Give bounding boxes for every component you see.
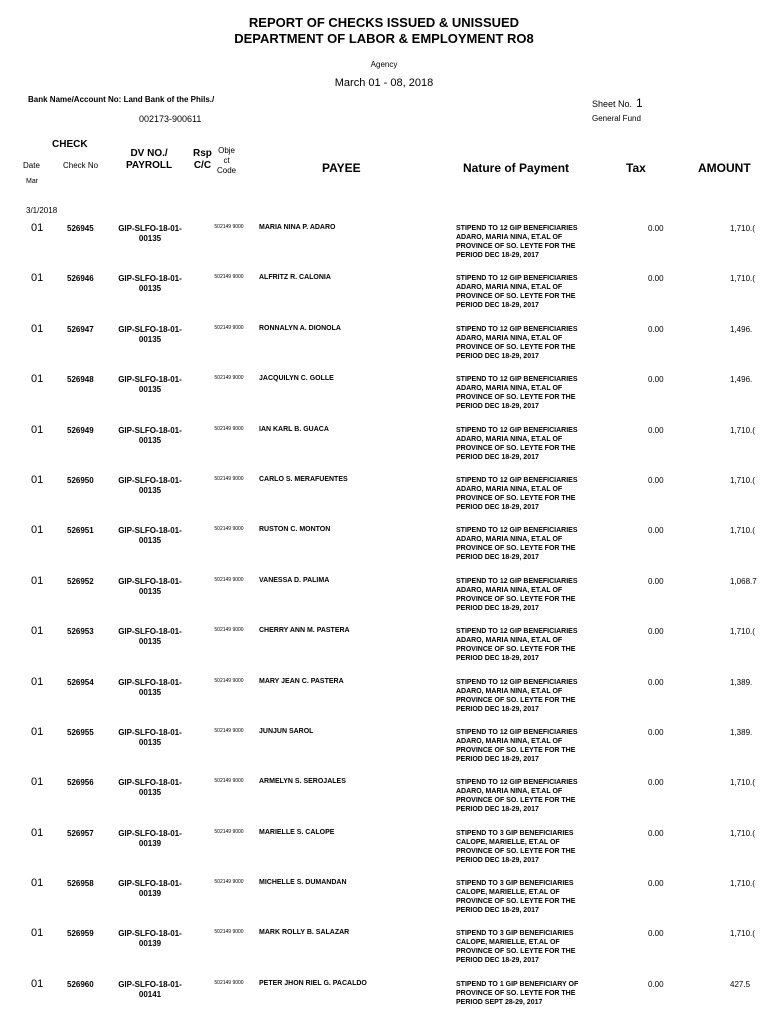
tax-value: 0.00 [648,425,664,435]
payee-name: CARLO S. MERAFUENTES [259,475,348,483]
nature-of-payment: STIPEND TO 12 GIP BENEFICIARIES ADARO, MARIA NINA, ET.AL OF PROVINCE OF SO. LEYTE FOR THE PERIOD DEC 18-29, 2017 [456,225,578,259]
amount-value: 1,389. [730,677,753,687]
dv-payroll-number: GIP-SLFO-18-01-00135 [118,727,182,747]
check-day: 01 [31,877,44,890]
table-row [0,373,768,423]
nature-of-payment: STIPEND TO 3 GIP BENEFICIARIES CALOPE, MARIELLE, ET.AL OF PROVINCE OF SO. LEYTE FOR THE PERIOD DEC 18-29, 2017 [456,880,576,915]
object-code: 502149 9000 [214,274,244,281]
nature-of-payment: STIPEND TO 12 GIP BENEFICIARIES ADARO, MARIA NINA, ET.AL OF PROVINCE OF SO. LEYTE FOR THE PERIOD DEC 18-29, 2017 [456,678,578,713]
nature-of-payment: STIPEND TO 12 GIP BENEFICIARIES ADARO, MARIA NINA, ET.AL OF PROVINCE OF SO. LEYTE FOR THE PERIOD DEC 18-29, 2017 [456,628,578,663]
nature-of-payment: STIPEND TO 12 GIP BENEFICIARIES ADARO, MARIA NINA, ET.AL OF PROVINCE OF SO. LEYTE FOR THE PERIOD DEC 18-29, 2017 [456,527,578,562]
object-code: 502149 9000 [214,828,244,835]
payee-name: ALFRITZ R. CALONIA [259,274,331,282]
sheet-number [592,96,643,110]
check-number: 526958 [67,879,94,889]
check-day: 01 [31,927,44,940]
payee-name: MICHELLE S. DUMANDAN [259,879,347,887]
column-header-check-no: Check No [63,161,99,170]
tax-value: 0.00 [648,576,664,586]
table-row [0,978,768,1024]
check-day: 01 [31,524,44,537]
table-row [0,776,768,826]
amount-value: 1,710.( [730,475,755,485]
amount-value: 1,068.7 [730,576,757,586]
table-row [0,524,768,574]
checks-table [0,222,768,1024]
check-number: 526946 [67,274,94,284]
column-header-object-code [217,146,236,176]
amount-value: 1,710.( [730,879,755,889]
check-day: 01 [31,322,44,335]
nature-of-payment: STIPEND TO 12 GIP BENEFICIARIES ADARO, MARIA NINA, ET.AL OF PROVINCE OF SO. LEYTE FOR THE PERIOD DEC 18-29, 2017 [456,325,578,360]
check-day: 01 [31,373,44,386]
payee-name: RUSTON C. MONTON [259,526,331,534]
sheet-value: 1 [636,96,643,110]
table-row [0,676,768,726]
check-day: 01 [31,826,44,839]
payee-name: IAN KARL B. GUACA [259,425,329,433]
object-code: 502149 9000 [214,979,244,986]
check-number: 526959 [67,929,94,939]
payee-name: JACQUILYN C. GOLLE [259,375,334,383]
nature-of-payment: STIPEND TO 3 GIP BENEFICIARIES CALOPE, MARIELLE, ET.AL OF PROVINCE OF SO. LEYTE FOR THE PERIOD DEC 18-29, 2017 [456,829,576,864]
check-number: 526948 [67,375,94,385]
check-day: 01 [31,423,44,436]
dv-payroll-number: GIP-SLFO-18-01-00135 [118,324,182,344]
check-number: 526955 [67,727,94,737]
object-code: 502149 9000 [214,526,244,533]
nature-of-payment: STIPEND TO 12 GIP BENEFICIARIES ADARO, MARIA NINA, ET.AL OF PROVINCE OF SO. LEYTE FOR THE PERIOD DEC 18-29, 2017 [456,577,578,612]
column-header-payee: PAYEE [322,161,361,175]
nature-of-payment: STIPEND TO 1 GIP BENEFICIARY OF PROVINCE OF SO. LEYTE FOR THE PERIOD SEPT 28-29, 2017 [456,980,579,1006]
column-header-nature: Nature of Payment [463,161,570,175]
check-day: 01 [31,473,44,486]
dv-payroll-number: GIP-SLFO-18-01-00135 [118,778,182,798]
dv-payroll-number: GIP-SLFO-18-01-00135 [118,677,182,697]
dv-payroll-number: GIP-SLFO-18-01-00135 [118,475,182,495]
amount-value: 1,710.( [730,929,755,939]
check-day: 01 [31,977,44,990]
object-code: 502149 9000 [214,627,244,634]
tax-value: 0.00 [648,879,664,889]
table-row [0,575,768,625]
amount-value: 1,496. [730,375,753,385]
column-header-obj-line3: Code [217,166,237,175]
nature-of-payment: STIPEND TO 12 GIP BENEFICIARIES ADARO, MARIA NINA, ET.AL OF PROVINCE OF SO. LEYTE FOR THE PERIOD DEC 18-29, 2017 [456,728,578,763]
table-row [0,222,768,272]
tax-value: 0.00 [648,324,664,334]
object-code: 502149 9000 [214,224,244,230]
check-number: 526954 [67,677,94,687]
payee-name: MARIELLE S. CALOPE [259,828,335,836]
check-number: 526952 [67,576,94,586]
tax-value: 0.00 [648,727,664,737]
dv-payroll-number: GIP-SLFO-18-01-00135 [118,526,182,546]
object-code: 502149 9000 [214,324,244,331]
bank-account-label: Bank Name/Account No: Land Bank of the Phils./ [28,95,215,104]
table-row [0,474,768,524]
amount-value: 1,710.( [730,224,755,233]
check-day: 01 [31,675,44,688]
object-code: 502149 9000 [214,475,244,482]
nature-of-payment: STIPEND TO 12 GIP BENEFICIARIES ADARO, MARIA NINA, ET.AL OF PROVINCE OF SO. LEYTE FOR THE PERIOD DEC 18-29, 2017 [456,779,578,814]
dv-payroll-number: GIP-SLFO-18-01-00135 [118,576,182,596]
payee-name: RONNALYN A. DIONOLA [259,324,341,332]
tax-value: 0.00 [648,375,664,385]
column-header-obj-line2: ct [223,156,230,165]
tax-value: 0.00 [648,475,664,485]
column-header-tax: Tax [626,161,646,175]
dv-payroll-number: GIP-SLFO-18-01-00139 [118,828,182,848]
nature-of-payment: STIPEND TO 12 GIP BENEFICIARIES ADARO, MARIA NINA, ET.AL OF PROVINCE OF SO. LEYTE FOR THE PERIOD DEC 18-29, 2017 [456,275,578,310]
dv-payroll-number: GIP-SLFO-18-01-00135 [118,224,182,243]
table-row [0,877,768,927]
tax-value: 0.00 [648,627,664,637]
dv-payroll-number: GIP-SLFO-18-01-00141 [118,979,182,999]
object-code: 502149 9000 [214,677,244,684]
table-row [0,323,768,373]
tax-value: 0.00 [648,979,664,989]
nature-of-payment: STIPEND TO 12 GIP BENEFICIARIES ADARO, MARIA NINA, ET.AL OF PROVINCE OF SO. LEYTE FOR THE PERIOD DEC 18-29, 2017 [456,376,578,411]
tax-value: 0.00 [648,929,664,939]
tax-value: 0.00 [648,677,664,687]
column-header-dv-line1: DV NO./ [130,148,168,159]
payee-name: MARK ROLLY B. SALAZAR [259,929,350,937]
amount-value: 427.5 [730,979,751,989]
table-row [0,927,768,977]
account-number: 002173-900611 [139,114,202,124]
column-header-check: CHECK [52,139,88,150]
object-code: 502149 9000 [214,879,244,886]
nature-of-payment: STIPEND TO 12 GIP BENEFICIARIES ADARO, MARIA NINA, ET.AL OF PROVINCE OF SO. LEYTE FOR THE PERIOD DEC 18-29, 2017 [456,476,578,511]
payee-name: VANESSA D. PALIMA [259,576,330,584]
amount-value: 1,710.( [730,274,755,284]
fund-label: General Fund [592,114,641,123]
check-number: 526953 [67,627,94,637]
dv-payroll-number: GIP-SLFO-18-01-00135 [118,425,182,445]
check-number: 526960 [67,979,94,989]
column-header-date-month: Mar [26,178,39,185]
column-header-obj-line1: Obje [218,146,236,155]
column-header-rsp-line2: C/C [193,160,212,171]
column-header-dv-payroll [126,148,172,172]
column-header-dv-line2: PAYROLL [126,160,173,171]
table-row [0,827,768,877]
table-row [0,272,768,322]
tax-value: 0.00 [648,274,664,284]
column-header-date: Date [23,161,40,170]
check-day: 01 [31,574,44,587]
amount-value: 1,710.( [730,828,755,838]
report-period: March 01 - 08, 2018 [334,77,434,89]
date-group-header: 3/1/2018 [26,206,58,215]
tax-value: 0.00 [648,224,664,233]
check-day: 01 [31,222,44,234]
check-number: 526949 [67,425,94,435]
department-title: DEPARTMENT OF LABOR & EMPLOYMENT RO8 [234,31,534,46]
object-code: 502149 9000 [214,929,244,936]
sheet-label: Sheet No. [592,99,633,109]
object-code: 502149 9000 [214,778,244,785]
payee-name: ARMELYN S. SEROJALES [259,778,346,786]
dv-payroll-number: GIP-SLFO-18-01-00139 [118,929,182,949]
check-number: 526957 [67,828,94,838]
amount-value: 1,710.( [730,526,755,536]
check-number: 526947 [67,324,94,334]
tax-value: 0.00 [648,828,664,838]
payee-name: MARIA NINA P. ADARO [259,224,336,231]
check-day: 01 [31,776,44,789]
amount-value: 1,710.( [730,778,755,788]
payee-name: MARY JEAN C. PASTERA [259,677,344,685]
check-day: 01 [31,725,44,738]
object-code: 502149 9000 [214,375,244,382]
tax-value: 0.00 [648,526,664,536]
check-day: 01 [31,625,44,638]
tax-value: 0.00 [648,778,664,788]
nature-of-payment: STIPEND TO 3 GIP BENEFICIARIES CALOPE, MARIELLE, ET.AL OF PROVINCE OF SO. LEYTE FOR THE PERIOD DEC 18-29, 2017 [456,930,576,965]
dv-payroll-number: GIP-SLFO-18-01-00135 [118,274,182,294]
check-number: 526950 [67,475,94,485]
column-header-rsp-line1: Rsp [193,148,212,159]
dv-payroll-number: GIP-SLFO-18-01-00139 [118,879,182,899]
column-header-rsp-cc [193,148,212,172]
table-row [0,625,768,675]
payee-name: PETER JHON RIEL G. PACALDO [259,979,367,987]
check-number: 526951 [67,526,94,536]
payee-name: JUNJUN SAROL [259,727,314,735]
amount-value: 1,496. [730,324,753,334]
amount-value: 1,389. [730,727,753,737]
report-title: REPORT OF CHECKS ISSUED & UNISSUED [248,15,520,30]
dv-payroll-number: GIP-SLFO-18-01-00135 [118,375,182,395]
object-code: 502149 9000 [214,727,244,734]
amount-value: 1,710.( [730,425,755,435]
table-row [0,424,768,474]
object-code: 502149 9000 [214,425,244,432]
dv-payroll-number: GIP-SLFO-18-01-00135 [118,627,182,647]
payee-name: CHERRY ANN M. PASTERA [259,627,350,635]
check-number: 526945 [67,224,94,233]
column-header-amount: AMOUNT [698,161,751,175]
check-number: 526956 [67,778,94,788]
nature-of-payment: STIPEND TO 12 GIP BENEFICIARIES ADARO, MARIA NINA, ET.AL OF PROVINCE OF SO. LEYTE FOR THE PERIOD DEC 18-29, 2017 [456,426,578,461]
amount-value: 1,710.( [730,627,755,637]
check-day: 01 [31,272,44,285]
agency-label: Agency [370,60,398,69]
object-code: 502149 9000 [214,576,244,583]
table-row [0,726,768,776]
